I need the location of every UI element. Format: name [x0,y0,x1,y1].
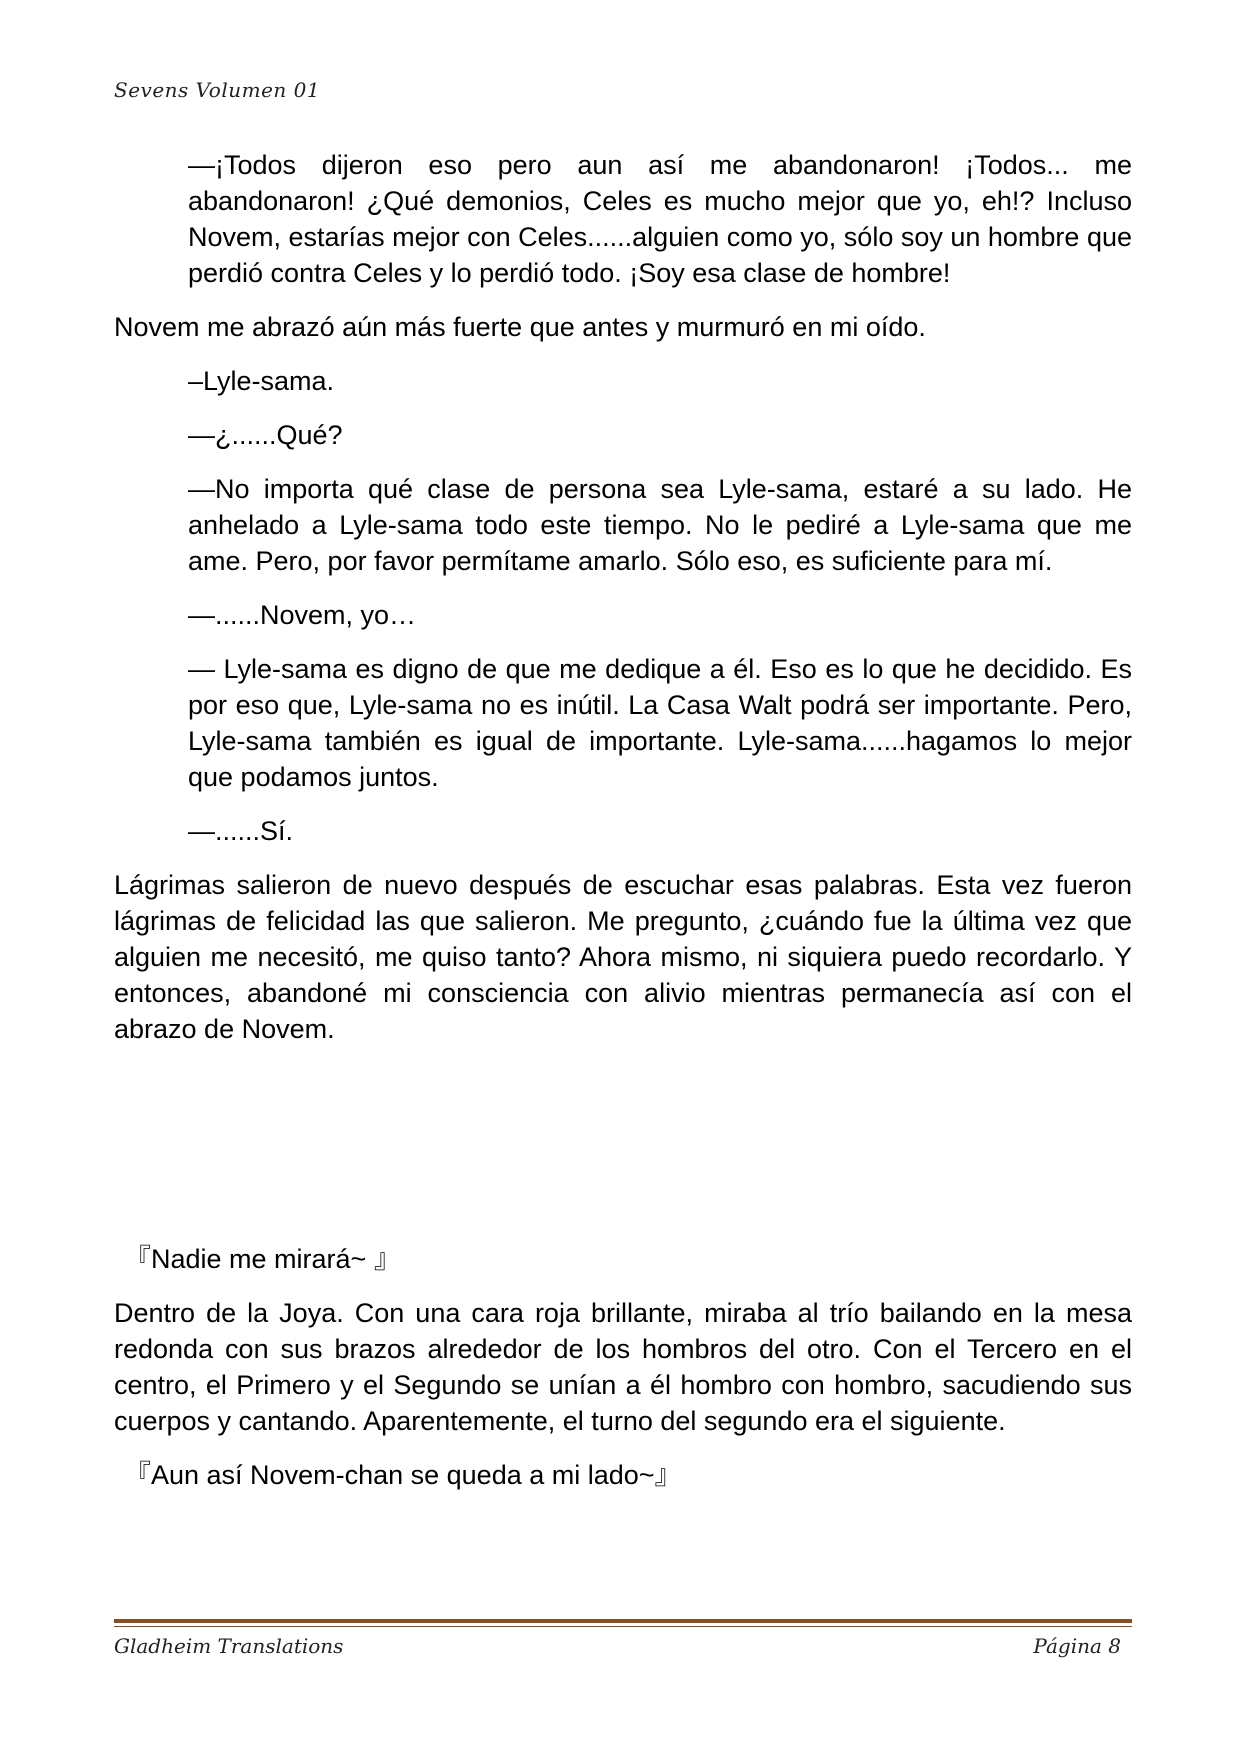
dialogue-paragraph: —¡Todos dijeron eso pero aun así me abandonaron! ¡Todos... me abandonaron! ¿Qué demonios, Celes es mucho mejor que yo, eh!? Incluso Novem, estarías mejor con Celes......alguien como yo, sólo soy un hombre que perdió contra Celes y lo perdió todo. ¡Soy esa clase de hombre! [188,150,1132,288]
section-spacer [114,1065,1132,1241]
page-number: Página 8 [1033,1634,1121,1658]
dialogue-paragraph: —......Sí. [188,816,294,846]
dialogue-paragraph: — Lyle-sama es digno de que me dedique a él. Eso es lo que he decidido. Es por eso que, Lyle-sama no es inútil. La Casa Walt podrá ser importante. Pero, Lyle-sama también es igual de importante. Lyle-sama......hagamos lo mejor que podamos juntos. [188,654,1132,792]
footer-rule-thin [114,1626,1132,1627]
narration-paragraph: Dentro de la Joya. Con una cara roja brillante, miraba al trío bailando en la mesa redonda con sus brazos alrededor de los hombros del otro. Con el Tercero en el centro, el Primero y el Segundo se unían a él hombro con hombro, sacudiendo sus cuerpos y cantando. Aparentemente, el turno del segundo era el siguiente. [114,1298,1132,1436]
song-line: 『Nadie me mirará~ 』 [124,1244,401,1274]
page-body [114,147,1132,1511]
dialogue-paragraph: —......Novem, yo… [188,600,417,630]
footer-rule [114,1619,1132,1623]
footer-publisher: Gladheim Translations [114,1634,344,1658]
running-header: Sevens Volumen 01 [114,78,321,102]
song-line: 『Aun así Novem-chan se queda a mi lado~』 [124,1460,682,1490]
dialogue-paragraph: —No importa qué clase de persona sea Lyle-sama, estaré a su lado. He anhelado a Lyle-sama todo este tiempo. No le pediré a Lyle-sama que me ame. Pero, por favor permítame amarlo. Sólo eso, es suficiente para mí. [188,474,1132,576]
dialogue-paragraph: —¿......Qué? [188,420,343,450]
dialogue-paragraph: –Lyle-sama. [188,366,335,396]
narration-paragraph: Novem me abrazó aún más fuerte que antes y murmuró en mi oído. [114,312,926,342]
narration-paragraph: Lágrimas salieron de nuevo después de escuchar esas palabras. Esta vez fueron lágrimas de felicidad las que salieron. Me pregunto, ¿cuándo fue la última vez que alguien me necesitó, me quiso tanto? Ahora mismo, ni siquiera puedo recordarlo. Y entonces, abandoné mi consciencia con alivio mientras permanecía así con el abrazo de Novem. [114,870,1132,1044]
